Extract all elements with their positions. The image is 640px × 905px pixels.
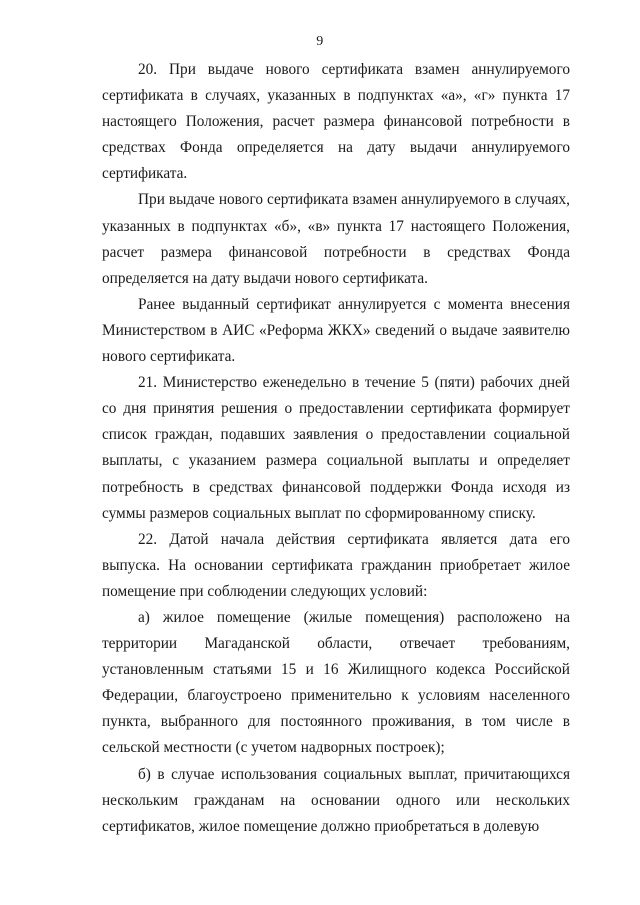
paragraph-22-b: б) в случае использования социальных выплат, причитающихся нескольким гражданам на основании одного или нескольких сертификатов, жилое помещение должно приобретаться в долевую [102, 765, 570, 835]
paragraph-22-a: а) жилое помещение (жилые помещения) расположено на территории Магаданской области, отвечает требованиям, установленным статьями 15 и 16 Жилищного кодекса Российской Федерации, благоустроено применительно к условиям населенного пункта, выбранного для постоянного проживания, в том числе в сельской местности (с учетом надворных построек); [102, 608, 570, 757]
document-body [102, 57, 570, 840]
paragraph-20: 20. При выдаче нового сертификата взамен аннулируемого сертификата в случаях, указанных в подпунктах «а», «г» пункта 17 настоящего Положения, расчет размера финансовой потребности в средствах Фонда определяется на дату выдачи аннулируемого сертификата. [102, 61, 570, 183]
paragraph-annulment: Ранее выданный сертификат аннулируется с момента внесения Министерством в АИС «Реформа ЖКХ» сведений о выдаче заявителю нового сертификата. [102, 295, 570, 366]
page-number: 9 [316, 34, 324, 49]
paragraph-new-certificate-b-v: При выдаче нового сертификата взамен аннулируемого в случаях, указанных в подпунктах «б», «в» пункта 17 настоящего Положения, расчет размера финансовой потребности в средствах Фонда определяется на дату выдачи нового сертификата. [102, 191, 570, 287]
paragraph-22: 22. Датой начала действия сертификата является дата его выпуска. На основании сертификата гражданин приобретает жилое помещение при соблюдении следующих условий: [102, 530, 570, 600]
paragraph-21: 21. Министерство еженедельно в течение 5 (пяти) рабочих дней со дня принятия решения о предоставлении сертификата формирует список граждан, подавших заявления о предоставлении социальной выплаты, с указанием размера социальной выплаты и определяет потребность в средствах финансовой поддержки Фонда исходя из суммы размеров социальных выплат по сформированному списку. [102, 374, 570, 522]
